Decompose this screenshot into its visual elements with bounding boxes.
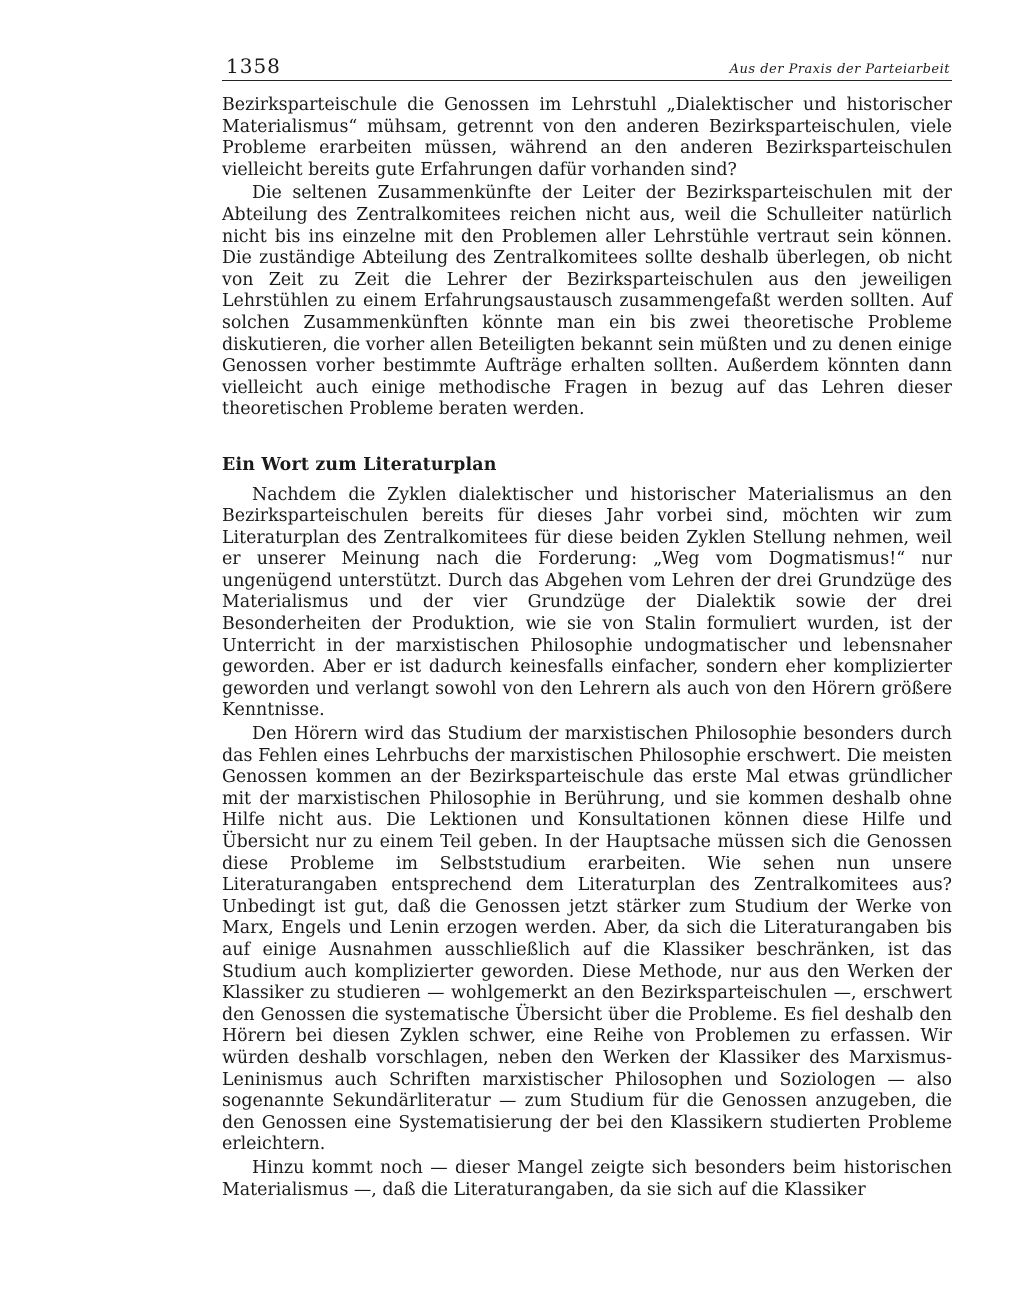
body-text [222, 95, 952, 1201]
paragraph: Den Hörern wird das Studium der marxistischen Philosophie besonders durch das Fehlen eines Lehrbuchs der marxistischen Philosophie erschwert. Die meisten Genossen kommen an der Bezirksparteischule das erste Mal etwas gründlicher mit der marxistischen Philosophie in Berührung, und sie kommen deshalb ohne Hilfe nicht aus. Die Lektionen und Konsultationen können diese Hilfe und Übersicht nur zu einem Teil geben. In der Hauptsache müssen sich die Genossen diese Probleme im Selbststudium erarbeiten. Wie sehen nun unsere Literaturangaben entsprechend dem Literaturplan des Zentralkomitees aus? Unbedingt ist gut, daß die Genossen jetzt stärker zum Studium der Werke von Marx, Engels und Lenin erzogen werden. Aber, da sich die Literaturangaben bis auf einige Ausnahmen ausschließlich auf die Klassiker beschränken, ist das Studium auch komplizierter geworden. Diese Methode, nur aus den Werken der Klassiker zu studieren — wohlgemerkt an den Bezirksparteischulen —, erschwert den Genossen die systematische Übersicht über die Probleme. Es fiel deshalb den Hörern bei diesen Zyklen schwer, eine Reihe von Problemen zu erfassen. Wir würden deshalb vorschlagen, neben den Werken der Klassiker des Marxismus-Leninismus auch Schriften marxistischer Philosophen und Soziologen — also sogenannte Sekundärliteratur — zum Studium für die Genossen anzugeben, die den Genossen eine Systematisierung der bei den Klassikern studierten Probleme erleichtern. [222, 724, 952, 1155]
page-number: 1358 [226, 54, 281, 78]
paragraph: Die seltenen Zusammenkünfte der Leiter der Bezirksparteischulen mit der Abteilung des Zentralkomitees reichen nicht aus, weil die Schulleiter natürlich nicht bis ins einzelne mit den Problemen aller Lehrstühle vertraut sein können. Die zuständige Abteilung des Zentralkomitees sollte deshalb überlegen, ob nicht von Zeit zu Zeit die Lehrer der Bezirksparteischulen aus den jeweiligen Lehrstühlen zu einem Erfahrungsaustausch zusammengefaßt werden sollten. Auf solchen Zusammenkünften könnte man ein bis zwei theoretische Probleme diskutieren, die vorher allen Beteiligten bekannt sein müßten und zu denen einige Genossen vorher bestimmte Aufträge erhalten sollten. Außerdem könnten dann vielleicht auch einige methodische Fragen in bezug auf das Lehren dieser theoretischen Probleme beraten werden. [222, 183, 952, 420]
paragraph: Hinzu kommt noch — dieser Mangel zeigte sich besonders beim historischen Materialismus —, daß die Literaturangaben, da sie sich auf die Klassiker [222, 1157, 952, 1200]
running-title: Aus der Praxis der Parteiarbeit [729, 62, 950, 77]
running-head [222, 48, 952, 81]
section-heading: Ein Wort zum Literaturplan [222, 454, 497, 475]
document-page [222, 48, 952, 1201]
paragraph-continuation: Bezirksparteischule die Genossen im Lehrstuhl „Dialektischer und historischer Materialismus“ mühsam, getrennt von den anderen Bezirksparteischulen, viele Probleme erarbeiten müssen, während an den anderen Bezirksparteischulen vielleicht bereits gute Erfahrungen dafür vorhanden sind? [222, 95, 952, 180]
paragraph: Nachdem die Zyklen dialektischer und historischer Materialismus an den Bezirksparteischulen bereits für dieses Jahr vorbei sind, möchten wir zum Literaturplan des Zentralkomitees für diese beiden Zyklen Stellung nehmen, weil er unserer Meinung nach die Forderung: „Weg vom Dogmatismus!“ nur ungenügend unterstützt. Durch das Abgehen vom Lehren der drei Grundzüge des Materialismus und der vier Grundzüge der Dialektik sowie der drei Besonderheiten der Produktion, wie sie von Stalin formuliert wurden, ist der Unterricht in der marxistischen Philosophie undogmatischer und lebensnaher geworden. Aber er ist dadurch keinesfalls einfacher, sondern eher komplizierter geworden und verlangt sowohl von den Lehrern als auch von den Hörern größere Kenntnisse. [222, 484, 952, 721]
